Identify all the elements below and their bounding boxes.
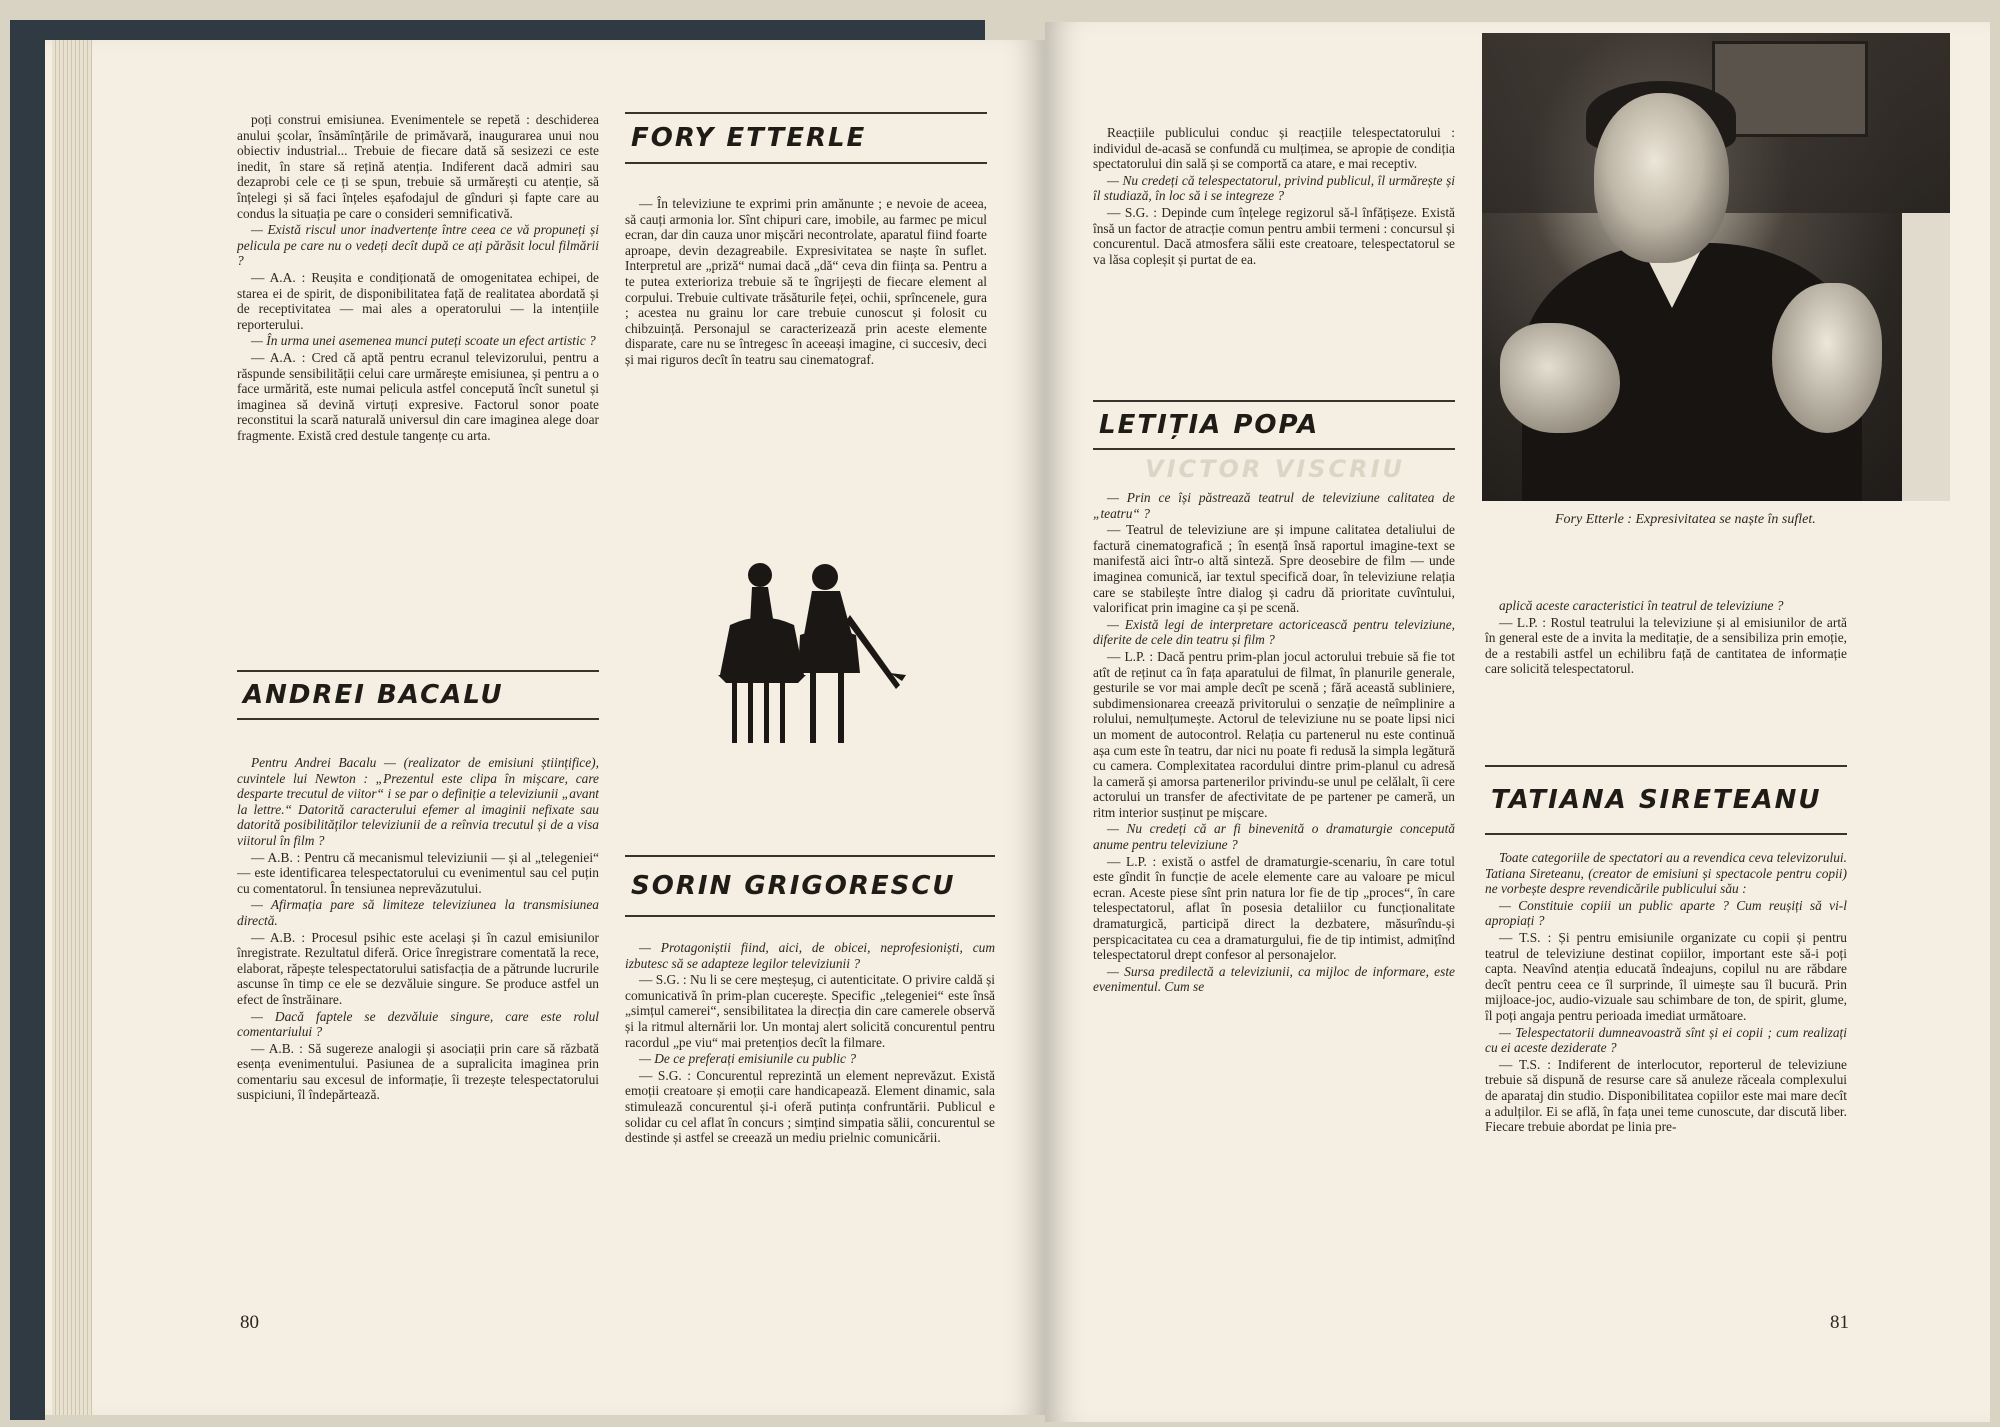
paragraph: — Teatrul de televiziune are și impune calitatea detaliului de factură cinematografică ; în esență însă raportul imagine-text se manifestă aici într-o altă sinteză. Spre deosebire de film — unde imaginea comunică, iar textul specifică doar, în televiziune relația care se stabilește între dialog și cadru dă prioritate cuvîntului, valorificat prin imagine ca și pe scenă. [1093, 522, 1455, 616]
paragraph: — Prin ce își păstrează teatrul de televiziune calitatea de „teatru“ ? [1093, 490, 1455, 521]
paragraph: — A.B. : Pentru că mecanismul televiziunii — și al „telegeniei“ — este identificarea telespectatorului cu evenimentul sau cel puțin cu comentatorul. În tensiunea neprevăzutului. [237, 849, 599, 896]
paragraph: Toate categoriile de spectatori au a revendica ceva televizorului. Tatiana Sireteanu, (creator de emisiuni și spectacole pentru copii) ne vorbește despre revendicările publicului său : [1485, 850, 1847, 897]
heading-sorin-grigorescu: SORIN GRIGORESCU [625, 855, 995, 917]
column-3-top [1093, 125, 1455, 365]
paragraph: — În televiziune te exprimi prin amănunte ; e nevoie de aceea, să cauți armonia lor. Sînt chipuri care, imobile, au farmec pe micul ecran, dar din cauza unor mișcări necontrolate, aparatul fiind foarte aproape, devin dezagreabile. Expresivitatea se naște în suflet. Interpretul are „priză“ numai dacă „dă“ ceva din ființa sa. Pentru a te putea exterioriza trebuie să te îngrijești de fiecare element al corpului. Trebuie cultivate trăsăturile feței, ochii, sprîncenele, gura ; acestea nu grainu lor care trebuie cunoscut și folosit cu chibzuință. Personajul se caracterizează prin aceste elemente disparate, care nu se întregesc în aceeași imagine, ci succesiv, deci și mai riguros decît în teatru sau cinematograf. [625, 196, 987, 367]
column-2-top [625, 196, 987, 496]
paragraph: — Protagoniștii fiind, aici, de obicei, neprofesioniști, cum izbutesc să se adapteze legilor televiziunii ? [625, 940, 995, 971]
paragraph: — L.P. : există o astfel de dramaturgie-scenariu, în care totul este gîndit în funcție de acele elemente care au valoare pe micul ecran. Aceste piese sînt prin natura lor fie de tip „proces“, în care telespectatorul, aflat în posesia detaliilor cu funcționalitate dramaturgică, participă direct la dezbatere, măsurîndu-și perspicacitatea cu cea a dramaturgului, fie de tip intimist, admițînd telespectatorul drept confesor al personajelor. [1093, 853, 1455, 963]
heading-andrei-bacalu: ANDREI BACALU [237, 670, 599, 720]
page-edges [52, 40, 92, 1415]
caption-text: Expresivitatea se naște în suflet. [1635, 512, 1816, 527]
paragraph: — S.G. : Depinde cum înțelege regizorul să-l înfățișeze. Există însă un factor de atracție comun pentru ambii termeni : concursul și concurentul. Dacă atmosfera sălii este creatoare, telespectatorul se va lăsa copleșit și purtat de ea. [1093, 204, 1455, 267]
paragraph: — Nu credeți că ar fi binevenită o dramaturgie concepută anume pentru televiziune ? [1093, 821, 1455, 853]
column-4-bottom [1485, 850, 1847, 1290]
column-1-bottom [237, 755, 599, 1285]
heading-letitia-popa: LETIȚIA POPA [1093, 400, 1455, 450]
heading-tatiana-sireteanu: TATIANA SIRETEANU [1485, 765, 1847, 835]
paragraph: Reacțiile publicului conduc și reacțiile telespectatorului : individul de-acasă se confundă cu mulțimea, se apropie de condiția spectatorului din sală și se comportă ca atare, e mai receptiv. [1093, 125, 1455, 172]
column-3-bottom [1093, 490, 1455, 1290]
paragraph: — S.G. : Concurentul reprezintă un element neprevăzut. Există emoții creatoare și emoții care handicapează. Element dinamic, sala stimulează concurentul și-i oferă putința confruntării. Publicul e solidar cu cel aflat în concurs ; simțind simpatia sălii, concurentul se destinde și astfel se creează un mediu prielnic comunicării. [625, 1067, 995, 1146]
paragraph: Pentru Andrei Bacalu — (realizator de emisiuni științifice), cuvintele lui Newton : „Prezentul este clipa în mișcare, care desparte trecutul de viitor“ i se par o definiție a televiziunii „avant la lettre.“ Datorită caracterului efemer al imaginii nefixate sau datorită posibilităților televiziunii de a reînvia trecutul și de a visa viitorul în film ? [237, 755, 599, 848]
paragraph: — Afirmația pare să limiteze televiziunea la transmisiunea directă. [237, 897, 599, 928]
photo-light-panel [1902, 213, 1950, 501]
paragraph: aplică aceste caracteristici în teatrul de televiziune ? [1499, 598, 1784, 613]
paragraph: — În urma unei asemenea munci puteți scoate un efect artistic ? [251, 333, 596, 349]
paragraph: — Telespectatorii dumneavoastră sînt și ei copii ; cum realizați cu ei aceste deziderate ? [1485, 1024, 1847, 1056]
paragraph: — A.A. : Reușita e condiționată de omogenitatea echipei, de starea ei de spirit, de disponibilitatea față de realitatea abordată și de receptivitatea — mai ales a operatorului — la intențiile reporterului. [237, 269, 599, 332]
paragraph: — A.B. : Să sugereze analogii și asociații prin care să răzbată esența evenimentului. Pasiunea de a supralicita imaginea prin comentariu sau excesul de informație, îi trezește telespectatorului suspiciuni, îl îndepărtează. [237, 1040, 599, 1103]
column-4-top [1485, 598, 1847, 738]
book-spine-edge [10, 20, 45, 1420]
heading-fory-etterle: FORY ETTERLE [625, 112, 987, 164]
column-1-top [237, 112, 599, 652]
paragraph: — De ce preferați emisiunile cu public ? [639, 1051, 857, 1067]
paragraph: — A.A. : Cred că aptă pentru ecranul televizorului, pentru a răspunde sensibilității celui care urmărește emisiunea, și pentru a o face urmărită, este numai pelicula astfel concepută încît sunetul și imaginea să devină virtuți expresive. Factorul sonor poate reconstitui la scară naturală universul din care imaginea alege doar fragmente. Există cred destule tangențe cu arta. [237, 349, 599, 443]
bleed-through-text: VICTOR VISCRIU [1145, 455, 1406, 483]
paragraph: — T.S. : Indiferent de interlocutor, reporterul de televiziune trebuie să dispună de resurse care să anuleze răceala complexului de aparataj din studio. Disponibilitatea copiilor este mai mare decît a adulților. Ei se află, în fața unei teme cunoscute, dar discută liber. Fiecare trebuie abordat pe linia pre- [1485, 1056, 1847, 1135]
paragraph: — L.P. : Rostul teatrului la televiziune și al emisiunilor de artă în general este de a invita la meditație, de a sensibiliza prin emoție, de a restabili astfel un echilibru față de cantitatea de informație care solicită telespectatorul. [1485, 614, 1847, 677]
portrait-photo-fory-etterle [1482, 33, 1950, 501]
column-2-bottom [625, 940, 995, 1290]
page-number-left: 80 [240, 1312, 259, 1333]
paragraph: — Sursa predilectă a televiziunii, ca mijloc de informare, este evenimentul. Cum se [1093, 963, 1455, 995]
caption-name: Fory Etterle : [1555, 512, 1632, 527]
dancing-couple-illustration [700, 555, 920, 755]
paragraph: — S.G. : Nu li se cere meșteșug, ci autenticitate. O privire caldă și comunicativă în prim-plan cucerește. Specific „telegeniei“ este însă „simțul camerei“, sensibilitatea la direcția din care camerele observă și la ritmul alternării lor. Un montaj alert solicită concurentul pentru racordul „pe viu“ mai pretențios decît la filmare. [625, 972, 995, 1050]
paragraph: — Există legi de interpretare actoricească pentru televiziune, diferite de cele din teatru și film ? [1093, 616, 1455, 648]
paragraph: — Constituie copiii un public aparte ? Cum reușiți să vi-l apropiați ? [1485, 897, 1847, 929]
paragraph: — Dacă faptele se dezvăluie singure, care este rolul comentariului ? [237, 1008, 599, 1040]
paragraph: — Nu credeți că telespectatorul, privind publicul, îl urmărește și îl studiază, în loc să i se integreze ? [1093, 172, 1455, 204]
paragraph: — A.B. : Procesul psihic este același și în cazul emisiunilor înregistrate. Rezultatul diferă. Orice înregistrare comentată la rece, elaborat, răpește telespectatorului satisfacția de a pătrunde lucrurile ascunse în timp ce ele se dezvăluie singure. Se produce astfel un efect de înstrăinare. [237, 929, 599, 1007]
paragraph: — T.S. : Și pentru emisiunile organizate cu copii și pentru teatrul de televiziune destinat copiilor, important este să-i poți capta. Neavînd atenția educată îndeajuns, copilul nu are răbdare decît pentru ceea ce îl surprinde, îl uimește sau îl bucură. Prin mijloace-joc, audio-vizuale sau schimbare de ton, de spirit, glume, îl poți angaja pentru perioada imediat următoare. [1485, 929, 1847, 1023]
photo-caption [1555, 512, 1855, 528]
book-cover-edge [10, 20, 985, 42]
paragraph: — Există riscul unor inadvertențe între ceea ce vă propuneți și pelicula pe care nu o vedeți decît după ce ați părăsit locul filmării ? [237, 222, 599, 269]
paragraph: poți construi emisiunea. Evenimentele se repetă : deschiderea anului școlar, însămînțările de primăvară, inaugurarea unui nou obiectiv industrial... Trebuie de fiecare dată să sesizezi ce este inedit, în stare să rețină atenția. Indiferent dacă admiri sau dezaprobi cele ce ți se spun, trebuie să urmărești cu atenție, să înțelegi și să faci înțeles eșafodajul de gînduri și fapte care au condus la situația pe care o consideri semnificativă. [237, 112, 599, 221]
photo-right-hand [1772, 283, 1882, 433]
paragraph: — L.P. : Dacă pentru prim-plan jocul actorului trebuie să fie tot atît de reținut ca în fața aparatului de filmat, în planurile generale, gesturile se vor mai ample decît pe scenă ; fără această subliniere, subdimensionarea creează privitorului o senzație de neîmplinire a rolului, nemulțumește. Actorul de televiziune nu se poate lipsi nici un moment de autocontrol. Relația cu partenerul nu este continuă așa cum este în teatru, dar nici nu poate fi redusă la simpla legătură cu camera. Complexitatea racordului dintre prim-planul cu adresă la cameră și amorsa partenerilor privindu-se unul pe celălalt, îi cere actorului un transfer de afectivitate de pe partener pe cameră, un ritm interior susținut pe mișcare. [1093, 648, 1455, 820]
page-number-right: 81 [1830, 1312, 1849, 1333]
photo-figure-face [1594, 93, 1729, 263]
